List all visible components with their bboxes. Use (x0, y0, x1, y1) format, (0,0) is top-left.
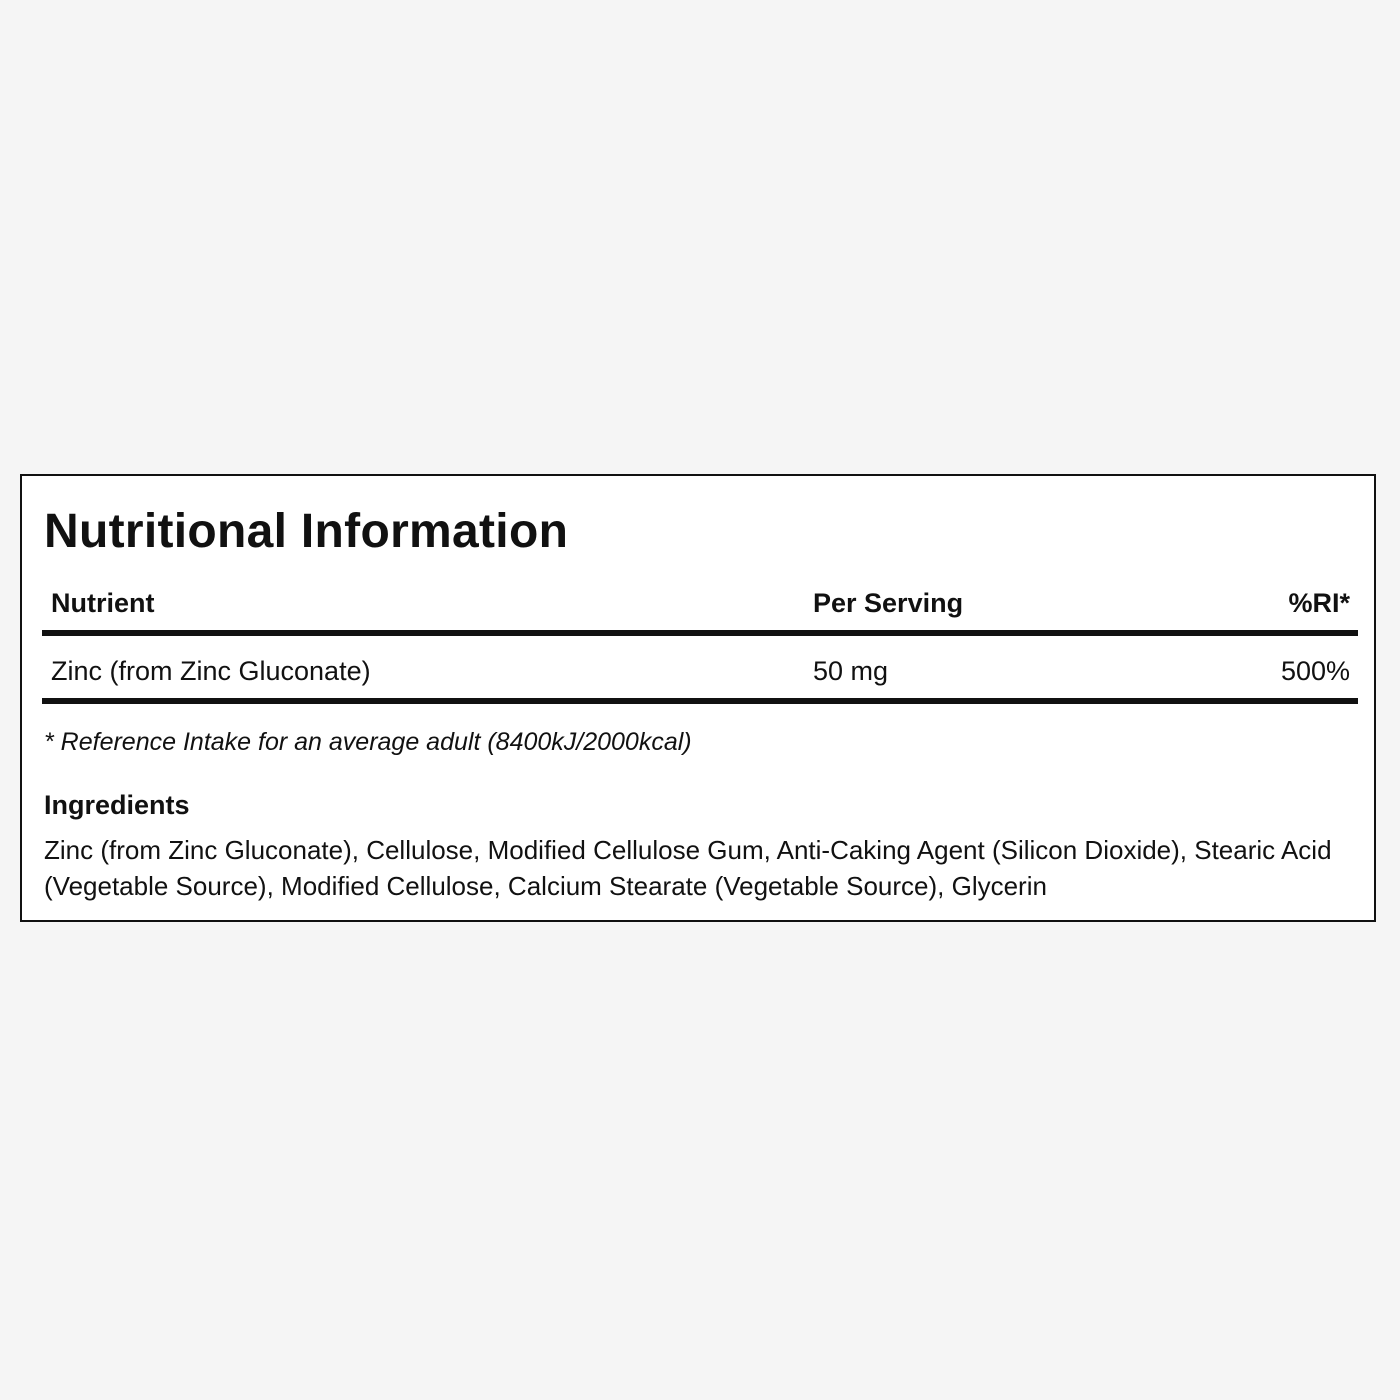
header-per-serving: Per Serving (813, 588, 964, 618)
header-ri: %RI* (1288, 588, 1350, 618)
header-nutrient: Nutrient (51, 588, 155, 618)
cell-per-serving: 50 mg (813, 656, 889, 686)
nutrition-panel (20, 474, 1376, 922)
ingredients-heading: Ingredients (44, 790, 190, 820)
ingredients-text: Zinc (from Zinc Gluconate), Cellulose, Modified Cellulose Gum, Anti-Caking Agent (Silicon Dioxide), Stearic Acid (Vegetable Source), Modified Cellulose, Calcium Stearate (Vegetable Source), Glycerin (44, 835, 1332, 901)
table-header-row (42, 578, 1358, 636)
cell-ri: 500% (1280, 656, 1350, 686)
ri-footnote: * Reference Intake for an average adult (8400kJ/2000kcal) (44, 728, 692, 756)
nutrition-table (42, 578, 1358, 704)
cell-nutrient: Zinc (from Zinc Gluconate) (51, 656, 371, 686)
panel-title: Nutritional Information (44, 505, 569, 558)
table-row (42, 636, 1358, 704)
